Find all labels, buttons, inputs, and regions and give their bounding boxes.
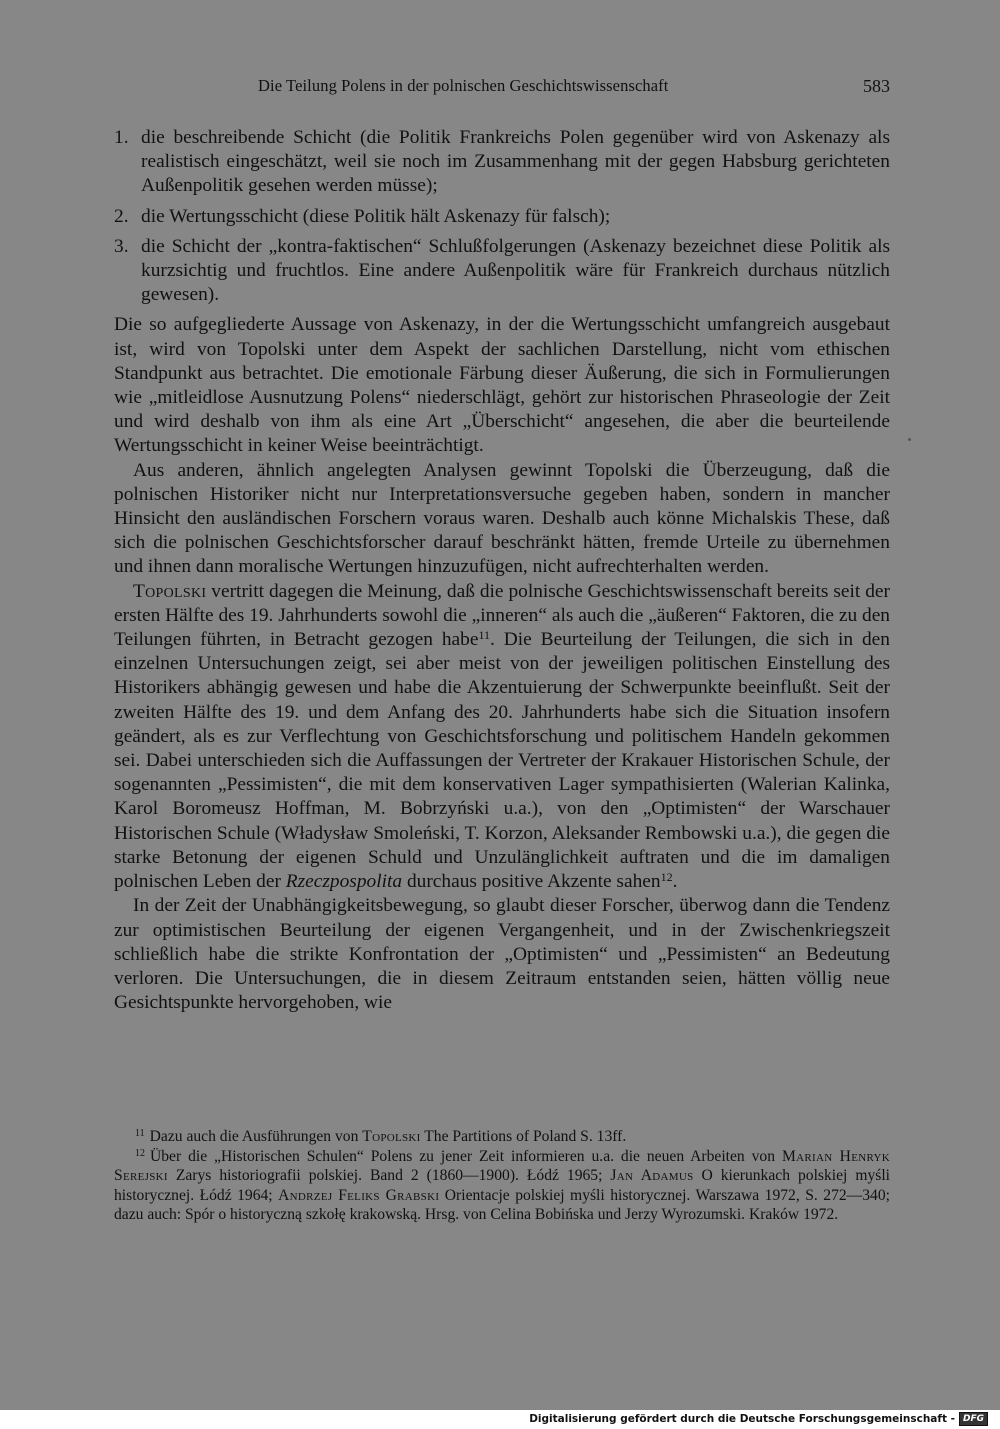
list-item-number: 1.: [114, 127, 129, 148]
author-name: Andrzej Feliks Grabski: [278, 1186, 440, 1204]
paragraph-text: .: [672, 871, 678, 893]
list-item-text: die Schicht der „kontra-faktischen“ Schlußfolgerungen (Askenazy bezeichnet diese Politik als kurzsichtig und fruchtlos. Eine andere Außenpolitik wäre für Frankreich durchaus nützlich gewesen).: [141, 235, 890, 306]
author-name: Topolski: [362, 1128, 421, 1145]
paragraph: Die so aufgegliederte Aussage von Askenazy, in der die Wertungsschicht umfangreich ausgebaut ist, wird von Topolski unter dem Aspekt der sachlichen Darstellung, nicht vom ethischen Standpunkt aus betrachtet. Die emotionale Färbung dieser Äußerung, die sich in Formulierungen wie „mitleidlose Ausnutzung Polens“ niederschlägt, gehört zur historischen Phraseologie der Zeit und wird deshalb von ihm als eine Art „Überschicht“ angesehen, die aber die beurteilende Wertungsschicht in keiner Weise beeinträchtigt.: [114, 314, 890, 457]
digitization-credit: [529, 1412, 988, 1426]
page-header: [114, 76, 890, 100]
footnote-ref: 11: [478, 628, 491, 643]
footnotes: [114, 1127, 890, 1225]
list-item-text: die Wertungsschicht (diese Politik hält Askenazy für falsch);: [141, 205, 611, 227]
footnote-marker: 11: [135, 1128, 145, 1139]
footnote-text: Zarys historiografii polskiej. Band 2 (1860—1900). Łódź 1965;: [167, 1167, 611, 1185]
list-item: [114, 126, 890, 199]
scan-speck: [908, 438, 911, 441]
list-item: [114, 235, 890, 308]
list-item-number: 3.: [114, 235, 129, 257]
author-name: Jan Adamus: [610, 1167, 694, 1185]
numbered-list: [114, 126, 890, 307]
author-name: Topolski: [133, 580, 207, 602]
paragraph: Aus anderen, ähnlich angelegten Analysen gewinnt Topolski die Überzeugung, daß die polnischen Historiker nicht nur Interpretationsversuche gegeben haben, sondern in mancher Hinsicht den ausländischen Forschern voraus waren. Deshalb auch könne Michalskis These, daß sich die polnischen Geschichtsforscher darauf beschränkt hätten, fremde Urteile zu übernehmen und ihnen dann moralische Wertungen hinzuzufügen, nicht aufrechterhalten werden.: [114, 459, 890, 578]
paragraph-text: durchaus positive Akzente sahen: [402, 871, 661, 893]
paragraph-text: . Die Beurteilung der Teilungen, die sich in den einzelnen Untersuchungen zeigt, sei aber meist von der jeweiligen politischen Einstellung des Historikers abhängig gewesen und habe die Akzentuierung der Schwerpunkte beeinflußt. Seit der zweiten Hälfte des 19. und dem Anfang des 20. Jahrhunderts habe sich die Situation insofern geändert, als es zur Verflechtung von Geschichtsforschung und politischem Handeln gekommen sei. Dabei unterschieden sich die Auffassungen der Vertreter der Krakauer Historischen Schule, der sogenannten „Pessimisten“, die mit dem konservativen Lager sympathisierten (Walerian Kalinka, Karol Boromeusz Hoffman, M. Bobrzyński u.a.), von den „Optimisten“ der Warschauer Historischen Schule (Władysław Smoleński, T. Korzon, Aleksander Rembowski u.a.), die gegen die starke Betonung der eigenen Schuld und Unzulänglichkeit auftraten und die im damaligen polnischen Leben der: [114, 629, 890, 893]
credit-text: Digitalisierung gefördert durch die Deutsche Forschungsgemeinschaft -: [529, 1413, 955, 1425]
footnote: [114, 1147, 890, 1225]
list-item-number: 2.: [114, 205, 129, 227]
page-number: 583: [863, 76, 890, 96]
dfg-logo: DFG: [959, 1412, 988, 1426]
footnote-ref: 12: [660, 870, 673, 885]
paragraph: [114, 580, 890, 895]
footnote-text: Dazu auch die Ausführungen von: [149, 1128, 363, 1145]
footnote: [114, 1127, 890, 1147]
footnote-text: Über die „Historischen Schulen“ Polens zu jener Zeit informieren u.a. die neuen Arbeiten von: [150, 1147, 782, 1165]
main-text: [114, 126, 890, 1015]
list-item-text: die beschreibende Schicht (die Politik Frankreichs Polen gegenüber wird von Askenazy als realistisch eingeschätzt, weil sie noch im Zusammenhang mit der gegen Habsburg gerichteten Außenpolitik gesehen werden müsse);: [141, 127, 890, 197]
footnote-marker: 12: [135, 1147, 145, 1159]
footnote-text: The Partitions of Poland S. 13ff.: [420, 1128, 627, 1145]
running-title: Die Teilung Polens in der polnischen Geschichtswissenschaft: [258, 76, 669, 95]
paragraph-text: vertritt dagegen die Meinung, daß die polnische Geschichtswissenschaft bereits seit der ersten Hälfte des 19. Jahrhunderts sowohl die „inneren“ als auch die „äußeren“ Faktoren, die zu den Teilungen führten, in Betracht gezogen habe: [114, 580, 890, 651]
italic-term: Rzeczpospolita: [285, 871, 403, 893]
paragraph: In der Zeit der Unabhängigkeitsbewegung, so glaubt dieser Forscher, überwog dann die Tendenz zur optimistischen Beurteilung der eigenen Vergangenheit, und in der Zwischenkriegszeit schließlich habe die strikte Konfrontation der „Optimisten“ und „Pessimisten“ an Bedeutung verloren. Die Untersuchungen, die in diesem Zeitraum entstanden seien, hätten völlig neue Gesichtspunkte hervorgehoben, wie: [114, 895, 890, 1014]
author-name: Marian Henryk Serejski: [114, 1147, 890, 1185]
footnote-text: Orientacje polskiej myśli historycznej. Warszawa 1972, S. 272—340; dazu auch: Spór o historyczną szkołę krakowską. Hrsg. von Celina Bobińska und Jerzy Wyrozumski. Kraków 1972.: [114, 1186, 890, 1224]
footnote-text: O kierunkach polskiej myśli historycznej. Łódź 1964;: [114, 1167, 890, 1204]
list-item: [114, 205, 890, 229]
